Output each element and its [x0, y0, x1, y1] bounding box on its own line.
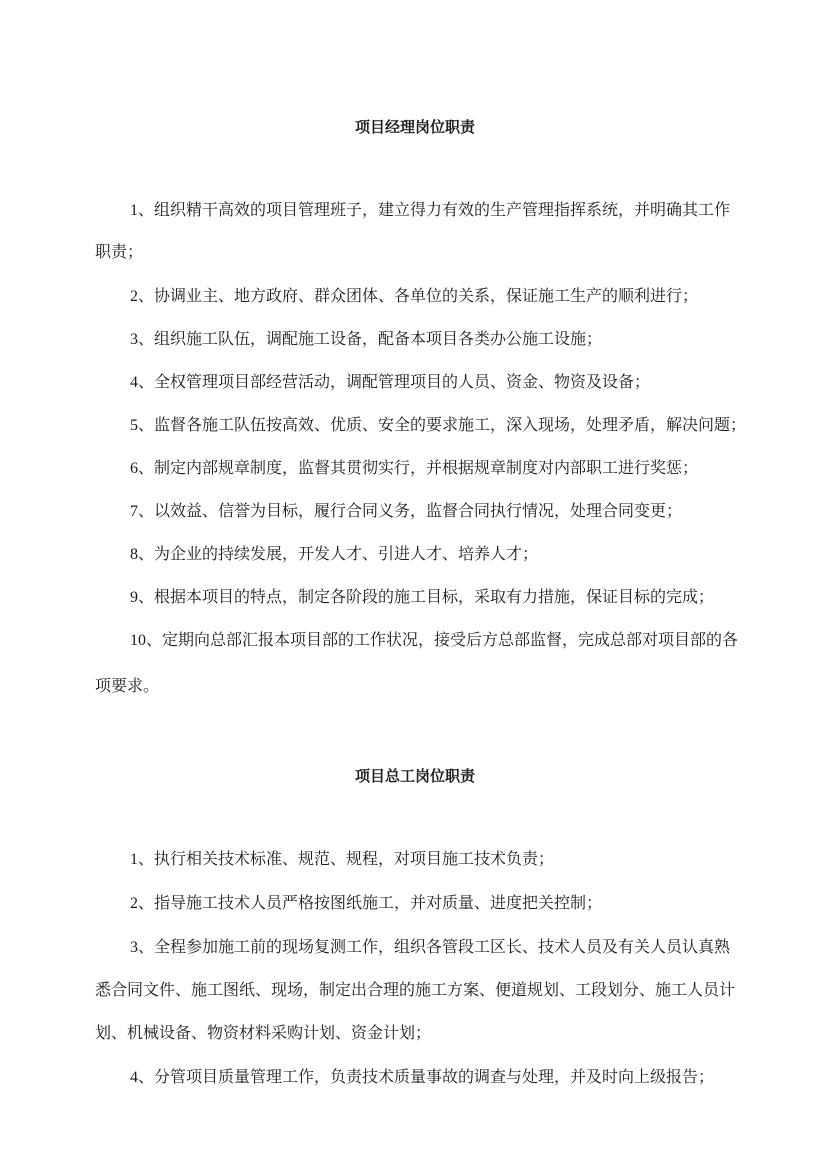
- list-item-line: 2、协调业主、地方政府、群众团体、各单位的关系，保证施工生产的顺利进行；: [130, 288, 699, 305]
- list-item-line: 4、分管项目质量管理工作，负责技术质量事故的调查与处理，并及时向上级报告；: [130, 1069, 715, 1086]
- section-title: 项目经理岗位职责: [354, 120, 475, 136]
- list-item-line: 1、执行相关技术标准、规范、规程，对项目施工技术负责；: [130, 851, 555, 868]
- list-item-line: 职责；: [95, 244, 144, 261]
- list-item-line: 5、监督各施工队伍按高效、优质、安全的要求施工，深入现场，处理矛盾，解决问题；: [130, 417, 747, 434]
- list-item-line: 3、组织施工队伍，调配施工设备，配备本项目各类办公施工设施；: [130, 331, 603, 348]
- list-item-line: 1、组织精干高效的项目管理班子，建立得力有效的生产管理指挥系统，并明确其工作: [130, 202, 731, 219]
- list-item-line: 划、机械设备、物资材料采购计划、资金计划；: [95, 1025, 432, 1042]
- list-item-line: 2、指导施工技术人员严格按图纸施工，并对质量、进度把关控制；: [130, 895, 603, 912]
- list-item-line: 项要求。: [95, 678, 160, 695]
- list-item-line: 6、制定内部规章制度，监督其贯彻实行，并根据规章制度对内部职工进行奖惩；: [130, 460, 699, 477]
- list-item-line: 4、全权管理项目部经营活动，调配管理项目的人员、资金、物资及设备；: [130, 374, 651, 391]
- list-item-line: 3、全程参加施工前的现场复测工作，组织各管段工区长、技术人员及有关人员认真熟: [130, 939, 731, 956]
- section-title: 项目总工岗位职责: [354, 769, 475, 785]
- list-item-line: 10、定期向总部汇报本项目部的工作状况，接受后方总部监督，完成总部对项目部的各: [130, 632, 739, 649]
- list-item-line: 7、以效益、信誉为目标，履行合同义务，监督合同执行情况，处理合同变更；: [130, 503, 683, 520]
- list-item-line: 9、根据本项目的特点，制定各阶段的施工目标，采取有力措施，保证目标的完成；: [130, 589, 715, 606]
- list-item-line: 悉合同文件、施工图纸、现场，制定出合理的施工方案、便道规划、工段划分、施工人员计: [95, 982, 736, 999]
- list-item-line: 8、为企业的持续发展，开发人才、引进人才、培养人才；: [130, 546, 539, 563]
